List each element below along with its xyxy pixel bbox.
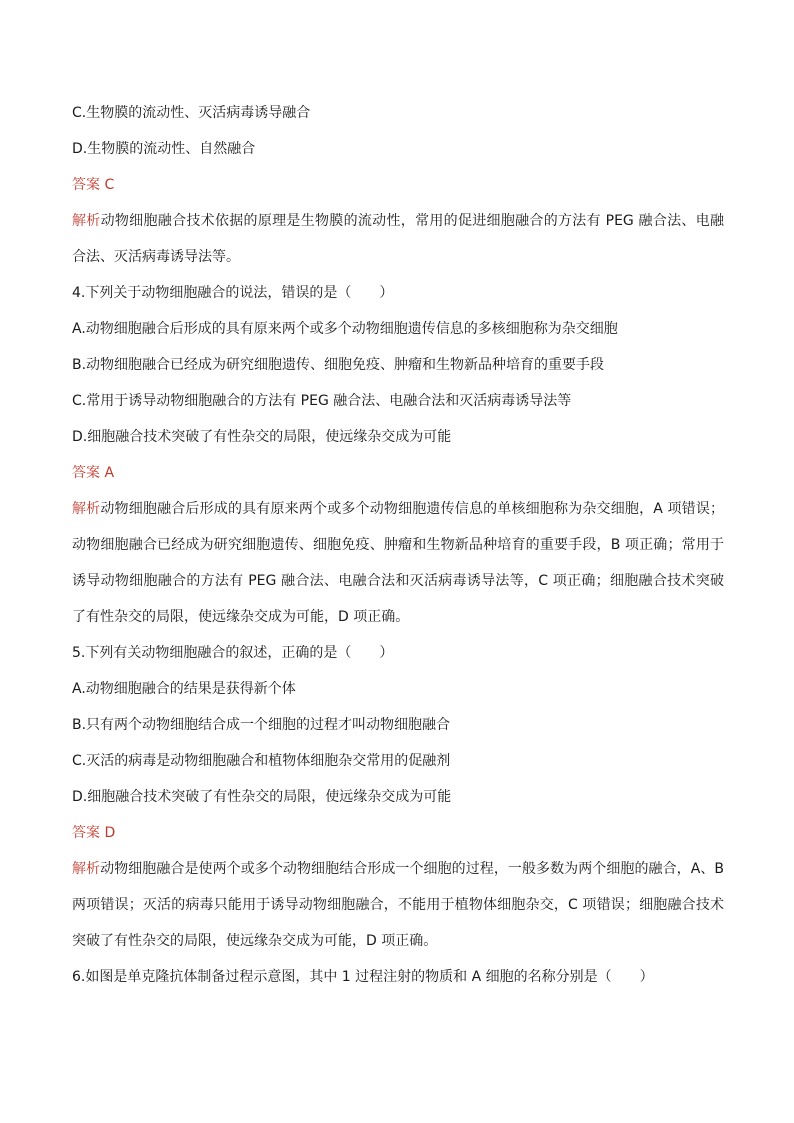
text: B.只有两个动物细胞结合成一个细胞的过程才叫动物细胞融合 [72, 717, 451, 733]
analysis-label: 解析 [72, 501, 101, 517]
answer-value: D [104, 825, 116, 841]
option-c [72, 103, 724, 123]
option-a [72, 319, 724, 339]
answer [72, 175, 724, 195]
option-c [72, 391, 724, 411]
question-5 [72, 643, 724, 663]
text: D.细胞融合技术突破了有性杂交的局限，使远缘杂交成为可能 [72, 789, 452, 805]
option-d [72, 787, 724, 807]
option-c [72, 751, 724, 771]
text: C.灭活的病毒是动物细胞融合和植物体细胞杂交常用的促融剂 [72, 753, 451, 769]
text: C.常用于诱导动物细胞融合的方法有 PEG 融合法、电融合法和灭活病毒诱导法等 [72, 393, 572, 409]
document-page [72, 103, 724, 1003]
answer-label: 答案 [72, 825, 100, 841]
analysis-text: 动物细胞融合后形成的具有原来两个或多个动物细胞遗传信息的单核细胞称为杂交细胞，A 项错误；动物细胞融合已经成为研究细胞遗传、细胞免疫、肿瘤和生物新品种培育的重要手段，B 项正确；常用于诱导动物细胞融合的方法有 PEG 融合法、电融合法和灭活病毒诱导法等，C 项正确；细胞融合技术突破了有性杂交的局限，使远缘杂交成为可能，D 项正确。 [72, 501, 724, 625]
answer-value: A [104, 465, 115, 481]
answer [72, 823, 724, 843]
text: 5.下列有关动物细胞融合的叙述，正确的是（ ） [72, 645, 394, 661]
answer-label: 答案 [72, 465, 100, 481]
analysis-label: 解析 [72, 861, 101, 877]
analysis-text: 动物细胞融合是使两个或多个动物细胞结合形成一个细胞的过程，一般多数为两个细胞的融合，A、B 两项错误；灭活的病毒只能用于诱导动物细胞融合，不能用于植物体细胞杂交，C 项错误；细胞融合技术突破了有性杂交的局限，使远缘杂交成为可能，D 项正确。 [72, 861, 724, 949]
analysis [72, 203, 724, 275]
answer-value: C [104, 177, 115, 193]
question-4 [72, 283, 724, 303]
text: D.细胞融合技术突破了有性杂交的局限，使远缘杂交成为可能 [72, 429, 452, 445]
answer-label: 答案 [72, 177, 100, 193]
option-b [72, 355, 724, 375]
text: 4.下列关于动物细胞融合的说法，错误的是（ ） [72, 285, 394, 301]
option-b [72, 715, 724, 735]
text: B.动物细胞融合已经成为研究细胞遗传、细胞免疫、肿瘤和生物新品种培育的重要手段 [72, 357, 605, 373]
analysis [72, 851, 724, 959]
question-6 [72, 967, 724, 987]
option-a [72, 679, 724, 699]
text: 6.如图是单克隆抗体制备过程示意图，其中 1 过程注射的物质和 A 细胞的名称分别是（ ） [72, 969, 654, 985]
analysis [72, 491, 724, 635]
text: A.动物细胞融合后形成的具有原来两个或多个动物细胞遗传信息的多核细胞称为杂交细胞 [72, 321, 618, 337]
text: C.生物膜的流动性、灭活病毒诱导融合 [72, 105, 311, 121]
analysis-text: 动物细胞融合技术依据的原理是生物膜的流动性，常用的促进细胞融合的方法有 PEG 融合法、电融合法、灭活病毒诱导法等。 [72, 213, 724, 265]
option-d [72, 139, 724, 159]
text: A.动物细胞融合的结果是获得新个体 [72, 681, 296, 697]
option-d [72, 427, 724, 447]
text: D.生物膜的流动性、自然融合 [72, 141, 256, 157]
answer [72, 463, 724, 483]
analysis-label: 解析 [72, 213, 101, 229]
